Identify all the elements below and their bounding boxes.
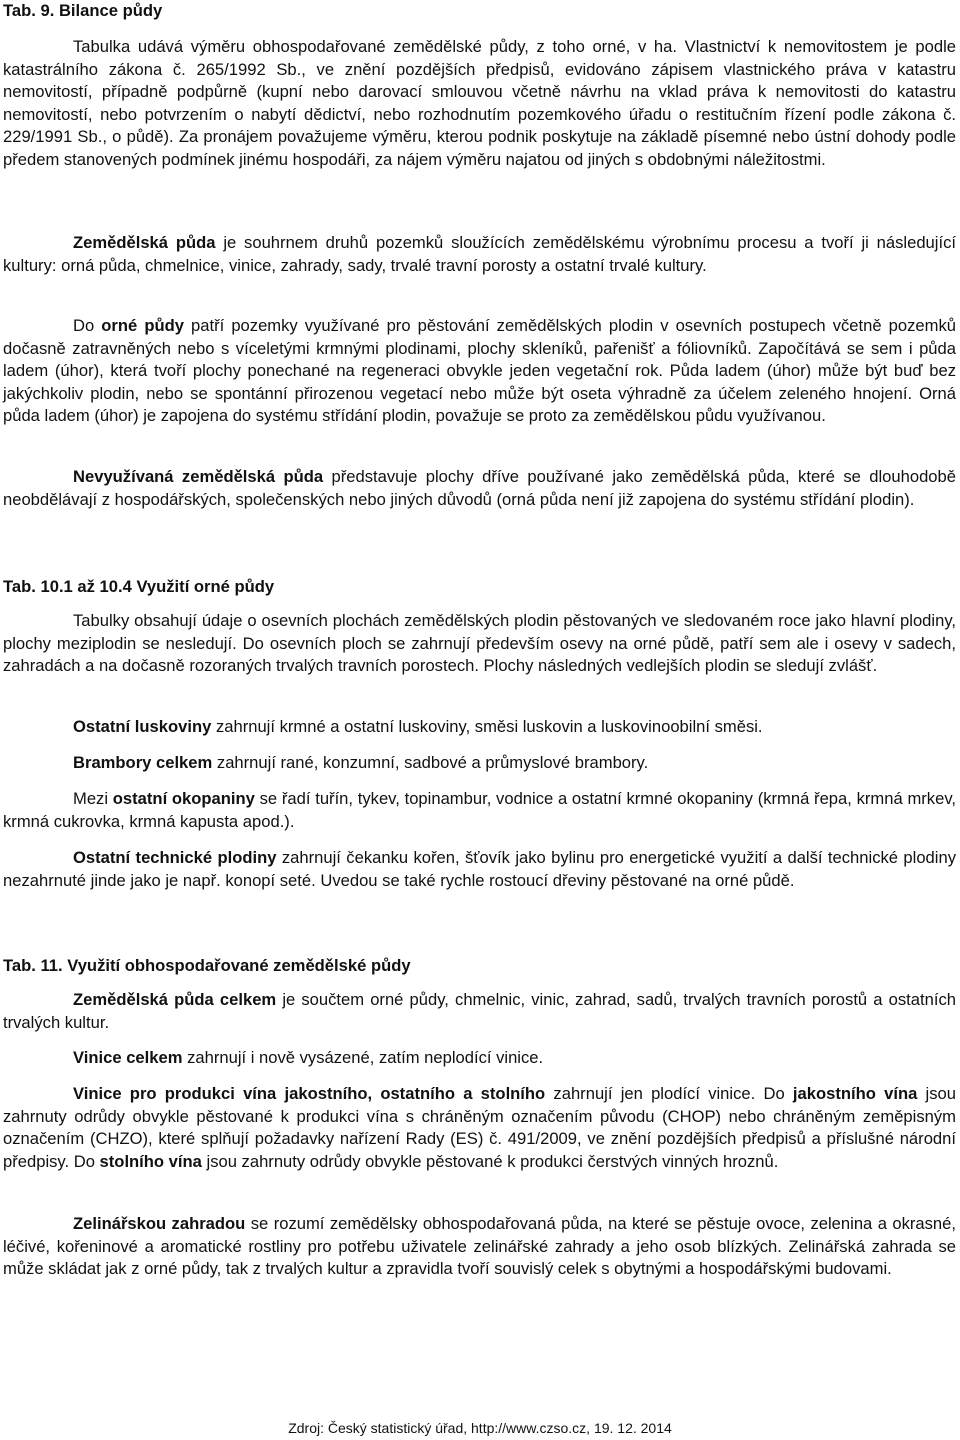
paragraph — [3, 232, 956, 277]
text-run: zahrnují jen plodící vinice. Do — [545, 1084, 793, 1103]
paragraph — [3, 1083, 956, 1173]
text-run: se rozumí zemědělsky obhospodařovaná půda, na které se pěstuje ovoce, zelenina a okrasné, léčivé, kořeninové a aromatické rostliny pro potřebu uživatele zelinářské zahrady a jeho osob blízkých. Zelinářská zahrada se může skládat jak z orné půdy, tak z trvalých kultur a zpravidla tvoří souvislý celek s obytnými a hospodářskými budovami. — [3, 1214, 956, 1279]
bold-term: Vinice pro produkci vína jakostního, ostatního a stolního — [73, 1084, 546, 1103]
text-run: je součtem orné půdy, chmelnic, vinic, zahrad, sadů, trvalých travních porostů a ostatních trvalých kultur. — [3, 990, 956, 1032]
text-run: zahrnují i nově vysázené, zatím neplodící vinice. — [182, 1048, 544, 1067]
text-run: Mezi — [73, 789, 113, 808]
paragraph — [3, 716, 956, 739]
paragraph — [3, 989, 956, 1034]
bold-term: Zemědělská půda — [73, 233, 216, 252]
paragraph — [3, 466, 956, 511]
section-heading: Tab. 11. Využití obhospodařované zemědělské půdy — [3, 956, 411, 975]
text-run: Do — [73, 316, 102, 335]
text-run: zahrnují krmné a ostatní luskoviny, směsi luskovin a luskovinoobilní směsi. — [211, 717, 763, 736]
bold-term: Brambory celkem — [73, 753, 213, 772]
paragraph — [3, 610, 956, 678]
bold-term: Zemědělská půda celkem — [73, 990, 277, 1009]
paragraph — [3, 847, 956, 892]
bold-term: Vinice celkem — [73, 1048, 183, 1067]
text-run: představuje plochy dříve používané jako zemědělská půda, které se dlouhodobě neobdělávají z hospodářských, společenských nebo jiných důvodů (orná půda není již zapojena do systému střídání plodin). — [3, 467, 956, 509]
text-run: jsou zahrnuty odrůdy obvykle pěstované k produkci vína s chráněným označením původu (CHOP) nebo chráněným zeměpisným označením (CHZO), které splňují požadavky nařízení Rady (ES) č. 491/2009, ve znění pozdějších předpisů a příslušné národní předpisy. Do — [3, 1084, 956, 1171]
bold-term: Zelinářskou zahradou — [73, 1214, 246, 1233]
paragraph — [3, 788, 956, 833]
text-run: zahrnují rané, konzumní, sadbové a průmyslové brambory. — [212, 753, 649, 772]
paragraph — [3, 1047, 956, 1070]
section-heading: Tab. 9. Bilance půdy — [3, 1, 163, 20]
text-run: Tabulka udává výměru obhospodařované zemědělské půdy, z toho orné, v ha. Vlastnictví k nemovitostem je podle katastrálního zákona č. 265/1992 Sb., ve znění pozdějších předpisů, evidováno zápisem vlastnického práva v katastru nemovitostí, případně podpůrně (kupní nebo darovací smlouvou včetně návrhu na vklad práva k nemovitosti do katastru nemovitostí, nebo potvrzením o nabytí dědictví, nebo rozhodnutím pozemkového úřadu o restitučním řízení podle zákona č. 229/1991 Sb., o půdě). Za pronájem považujeme výměru, kterou podnik poskytuje na základě písemné nebo ústní dohody podle předem stanovených podmínek jinému hospodáři, za nájem výměru najatou od jiných s obdobnými náležitostmi. — [3, 37, 956, 169]
bold-term: jakostního vína — [792, 1084, 918, 1103]
text-run: zahrnují čekanku kořen, šťovík jako bylinu pro energetické využití a další technické plodiny nezahrnuté jinde jako je např. konopí seté. Uvedou se také rychle rostoucí dřeviny pěstované na orné půdě. — [3, 848, 956, 890]
text-run: Tabulky obsahují údaje o osevních plochách zemědělských plodin pěstovaných ve sledovaném roce jako hlavní plodiny, plochy meziplodin se nesledují. Do osevních ploch se zahrnují především osevy na orné půdě, patří sem ale i osevy v sadech, zahradách a na dočasně rozoraných trvalých travních porostech. Plochy následných vedlejších plodin se sledují zvlášť. — [3, 611, 956, 676]
paragraph — [3, 752, 956, 775]
paragraph — [3, 315, 956, 428]
text-run: patří pozemky využívané pro pěstování zemědělských plodin v osevních postupech včetně pozemků dočasně zatravněných nebo s víceletými krmnými plodinami, plochy skleníků, pařenišť a fóliovníků. Započítává se sem i půda ladem (úhor), která tvoří plochy ponechané na regeneraci obvykle jeden vegetační rok. Půda ladem (úhor) může být buď bez jakýchkoliv plodin, nebo se spontánní přirozenou vegetací nebo může být oseta výhradně za účelem zeleného hnojení. Orná půda ladem (úhor) je zapojena do systému střídání plodin, považuje se proto za zemědělskou půdu využívanou. — [3, 316, 957, 426]
text-run: jsou zahrnuty odrůdy obvykle pěstované k produkci čerstvých vinných hroznů. — [201, 1151, 779, 1171]
bold-term: Nevyužívaná zemědělská půda — [73, 467, 324, 486]
text-run: je souhrnem druhů pozemků sloužících zemědělskému výrobnímu procesu a tvoří ji následující kultury: orná půda, chmelnice, vinice, zahrady, sady, trvalé travní porosty a ostatní trvalé kultury. — [3, 233, 956, 275]
text-run: se řadí tuřín, tykev, topinambur, vodnice a ostatní krmné okopaniny (krmná řepa, krmná mrkev, krmná cukrovka, krmná kapusta apod.). — [3, 789, 956, 831]
bold-term: ostatní okopaniny — [112, 789, 255, 808]
bold-term: stolního vína — [99, 1151, 202, 1171]
bold-term: Ostatní luskoviny — [73, 717, 212, 736]
paragraph — [3, 36, 956, 172]
section-heading: Tab. 10.1 až 10.4 Využití orné půdy — [3, 577, 275, 596]
bold-term: orné půdy — [101, 316, 184, 335]
source-footer: Zdroj: Český statistický úřad, http://www.czso.cz, 19. 12. 2014 — [288, 1420, 672, 1436]
paragraph — [3, 1213, 956, 1281]
bold-term: Ostatní technické plodiny — [73, 848, 277, 867]
